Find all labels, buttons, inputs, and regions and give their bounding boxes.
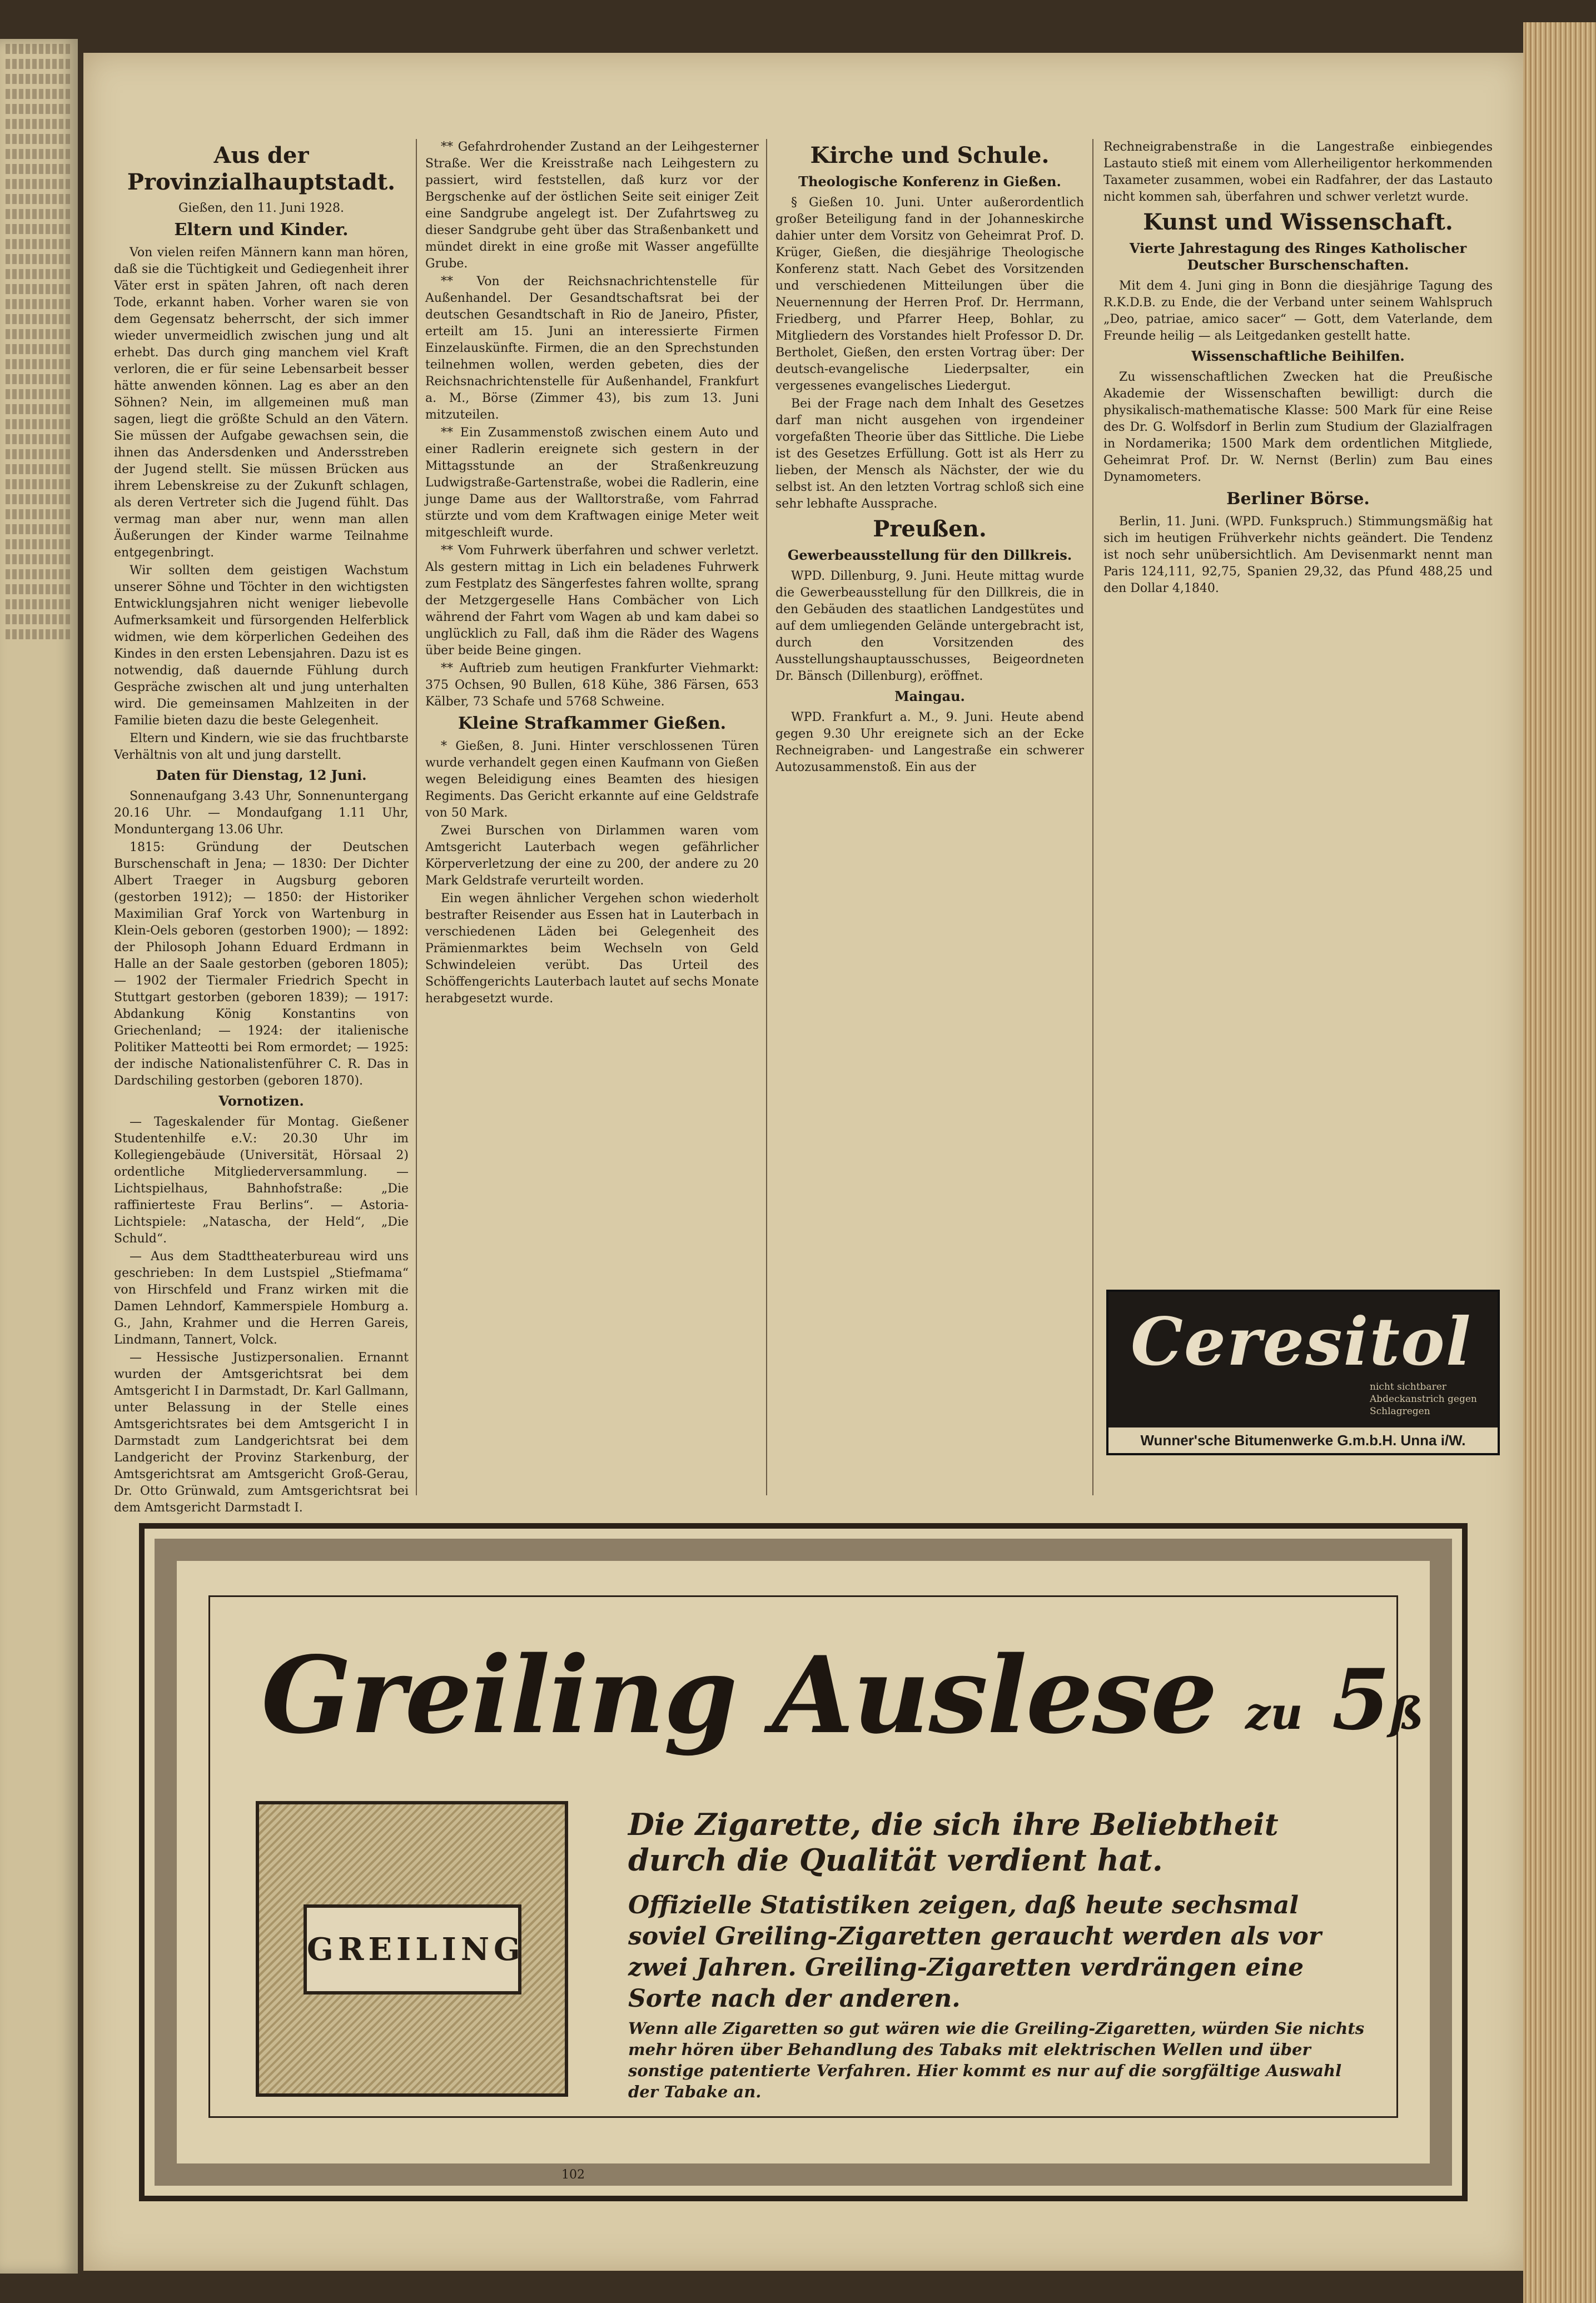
column-rule — [766, 139, 767, 1495]
maingau-heading: Maingau. — [894, 688, 965, 704]
news-item: ** Von der Reichsnachrichtenstelle für Außenhandel. Der Gesandtschaftsrat bei der deutschen Gesandtschaft in Rio de Janeiro, Pfister, erteilt am 15. Juni an interessierte Firmen Einzelauskünfte. Firmen, die an den Sprechstunden teilnehmen wollen, werden gebeten, dies der Reichsnachrichtenstelle für Außenhandel, Frankfurt a. M., Börse (Zimmer 43), bis zum 13. Juni mitzuteilen. — [425, 275, 759, 422]
cigarette-box-illustration — [256, 1801, 568, 2097]
news-item: ** Gefahrdrohender Zustand an der Leihgesterner Straße. Wer die Kreisstraße nach Leihgestern zu passiert, wird feststellen, daß kurz vor der Bergschenke auf der östlichen Seite seit einiger Zeit eine Sandgrube angelegt ist. Der Zufahrtsweg zu dieser Sandgrube geht über das Straßenbankett und mündet direkt in eine große mit Wasser angefüllte Grube. — [425, 140, 759, 271]
section-heading: Kunst und Wissenschaft. — [1143, 209, 1453, 235]
beihilfen-heading: Wissenschaftliche Beihilfen. — [1191, 348, 1405, 364]
price-unit: ß — [1390, 1687, 1424, 1739]
news-item: ** Vom Fuhrwerk überfahren und schwer verletzt. Als gestern mittag in Lich ein beladenes Fuhrwerk zum Festplatz des Sängerfestes fahren wollte, sprang der Metzgergeselle Hans Combächer von Lich während der Fahrt vom Wagen ab und kam dabei so unglücklich zu Fall, daß ihm die Räder des Wagens über beide Beine gingen. — [425, 544, 759, 658]
price-prefix: zu — [1245, 1687, 1303, 1739]
preussen-heading: Preußen. — [873, 516, 987, 542]
daten-text: Sonnenaufgang 3.43 Uhr, Sonnenuntergang 20.16 Uhr. — Mondaufgang 1.11 Uhr, Monduntergang 13.06 Uhr. — [114, 789, 409, 837]
article-paragraph: Von vielen reifen Männern kann man hören, daß sie die Tüchtigkeit und Gediegenheit ihrer Väter erst in späten Jahren, oft nach deren Tode, erkannt haben. Vorher waren sie von dem Gegensatz beherrscht, der sich immer wieder unvermeidlich zwischen jung und alt erhebt. Das durch ging manchem viel Kraft verloren, die er für seine Lebensarbeit besser hätte anwenden können. Lag es aber an den Söhnen? Nein, im allgemeinen muß man sagen, liegt die größte Schuld an den Vätern. Sie müssen der Aufgabe gewachsen sein, die ihnen das Andersdenken und Andersstreben der Jugend stellt. Sie müssen Brücken aus ihrem Lebenskreise zu der Zukunft schlagen, als deren Vertreter sich die Jugend fühlt. Das vermag man aber nur, wenn man allen Äußerungen der Kinder warme Teilnahme entgegenbringt. — [114, 246, 409, 560]
daten-history: 1815: Gründung der Deutschen Burschenschaft in Jena; — 1830: Der Dichter Albert Traeger in Augsburg geboren (gestorben 1912); — 1850: der Historiker Maximilian Graf Yorck von Wartenburg in Klein-Oels geboren (gestorben 1900); — 1892: der Philosoph Johann Eduard Erdmann in Halle an der Saale gestorben (geboren 1805); — 1902 der Tiermaler Friedrich Specht in Stuttgart gestorben (geboren 1839); — 1917: Abdankung König Konstantins von Griechenland; — 1924: der italienische Politiker Matteotti bei Rom ermordet; — 1925: der indische Nationalistenführer C. R. Das in Dardschiling gestorben (geboren 1870). — [114, 840, 409, 1088]
article-heading: Theologische Konferenz in Gießen. — [798, 173, 1061, 190]
middle-column — [425, 139, 759, 1008]
continued-text: Rechneigrabenstraße in die Langestraße einbiegendes Lastauto stieß mit einem vom Allerheiligentor herkommenden Taxameter zusammen, wobei ein Radfahrer, der das Lastauto nicht kommen sah, überfahren und schwer verletzt wurde. — [1103, 140, 1493, 204]
court-paragraph: * Gießen, 8. Juni. Hinter verschlossenen Türen wurde verhandelt gegen einen Kaufmann von Gießen wegen Beleidigung eines Beamten des hiesigen Regiments. Das Gericht erkannte auf eine Geldstrafe von 50 Mark. — [425, 739, 759, 820]
ceresitol-tagline: nicht sichtbarer Abdeckanstrich gegen Schlagregen — [1370, 1381, 1477, 1417]
article-heading: Eltern und Kinder. — [174, 220, 349, 240]
article-paragraph: § Gießen 10. Juni. Unter außerordentlich großer Beteiligung fand in der Johanneskirche dahier unter dem Vorsitz von Geheimrat Prof. D. Krüger, Gießen, die diesjährige Theologische Konferenz statt. Nach Gebet des Vorsitzenden und verschiedenen Mitteilungen über die Neuernennung der Herren Prof. Dr. Herrmann, Friedberg, und Pfarrer Heep, Bohlar, zu Mitgliedern des Vorstandes hielt Professor D. Dr. Bertholet, Gießen, den ersten Vortrag über: Der deutsch-evangelische Liederpsalter, ein vergessenes evangelisches Liedergut. — [775, 196, 1084, 393]
adjacent-page-strip — [0, 39, 78, 2274]
article-paragraph: Zu wissenschaftlichen Zwecken hat die Preußische Akademie der Wissenschaften bewilligt: durch die physikalisch-mathematische Klasse: 500 Mark für eine Reise des Dr. G. Wolfsdorf in Berlin zum Studium der Glazialfragen in Nordamerika; 1500 Mark dem ordentlichen Mitgliede, Geheimrat Prof. Dr. W. Nernst (Berlin) zum Bau eines Dynamometers. — [1103, 370, 1493, 484]
vornotiz-item: — Tageskalender für Montag. Gießener Studentenhilfe e.V.: 20.30 Uhr im Kollegiengebäude (Universität, Hörsaal 2) ordentliche Mitgliederversammlung. — Lichtspielhaus, Bahnhofstraße: „Die raffinierteste Frau Berlins“. — Astoria-Lichtspiele: „Natascha, der Held“, „Die Schuld“. — [114, 1115, 409, 1246]
price-value: 5 — [1331, 1651, 1390, 1749]
article-paragraph: Eltern und Kindern, wie sie das fruchtbarste Verhältnis von alt und jung darstellt. — [114, 732, 409, 762]
ceresitol-advertisement — [1106, 1290, 1500, 1455]
left-column — [114, 139, 409, 1518]
box-label: GREILING — [304, 1904, 521, 1994]
article-paragraph: Mit dem 4. Juni ging in Bonn die diesjährige Tagung des R.K.D.B. zu Ende, die der Verband unter seinem Wahlspruch „Deo, patriae, amico sacer“ — Gott, dem Vaterlande, dem Freunde heilig — als Leitgedanken gestellt hatte. — [1103, 279, 1493, 343]
dateline: Gießen, den 11. Juni 1928. — [178, 201, 344, 215]
daten-heading: Daten für Dienstag, 12 Juni. — [156, 767, 367, 783]
article-paragraph: Berlin, 11. Juni. (WPD. Funkspruch.) Stimmungsmäßig hat sich im heutigen Frühverkehr nichts geändert. Die Tendenz ist noch sehr unübersichtlich. Am Devisenmarkt nennt man Paris 124,111, 92,75, Spanien 29,32, das Pfund 488,25 und den Dollar 4,1840. — [1103, 515, 1493, 595]
greiling-title: Greiling Auslese — [261, 1633, 1217, 1757]
article-heading: Vierte Jahrestagung des Ringes Katholischer Deutscher Burschenschaften. — [1129, 240, 1467, 273]
boerse-heading: Berliner Börse. — [1226, 489, 1370, 509]
ceresitol-logo: Ceresitol — [1131, 1303, 1472, 1380]
column-rule — [1092, 139, 1093, 1495]
section-heading: Kirche und Schule. — [810, 142, 1050, 168]
ceresitol-footer: Wunner'sche Bitumenwerke G.m.b.H. Unna i/W. — [1108, 1427, 1498, 1453]
vornotiz-item: — Hessische Justizpersonalien. Ernannt wurden der Amtsgerichtsrat bei dem Amtsgericht I in Darmstadt, Dr. Karl Gallmann, unter Belassung in der Stelle eines Amtsgerichtsrates bei dem Amtsgericht I in Darmstadt zum Landgerichtsrat bei dem Landgericht der Provinz Starkenburg, der Amtsgerichtsrat am Amtsgericht Groß-Gerau, Dr. Otto Grünwald, zum Amtsgerichtsrat bei dem Amtsgericht Darmstadt I. — [114, 1351, 409, 1515]
greiling-price — [1245, 1651, 1424, 1749]
article-paragraph: Bei der Frage nach dem Inhalt des Gesetzes darf man nicht ausgehen von irgendeiner vorgefaßten Theorie über das Sittliche. Die Liebe ist des Gesetzes Erfüllung. Gott ist als Herr zu lieben, der Mensch als Nächster, der wie du selbst ist. An den letzten Vortrag schloß sich eine sehr lebhafte Aussprache. — [775, 397, 1084, 511]
greiling-slogan: Die Zigarette, die sich ihre Beliebtheit durch die Qualität verdient hat. — [628, 1807, 1279, 1878]
article-paragraph: WPD. Dillenburg, 9. Juni. Heute mittag wurde die Gewerbeausstellung für den Dillkreis, die in den Gebäuden des staatlichen Landgestütes und auf dem umliegenden Gelände untergebracht ist, durch den Vorsitzenden des Ausstellungshauptausschusses, Beigeordneten Dr. Bänsch (Dillenburg), eröffnet. — [775, 569, 1084, 683]
article-paragraph: Wir sollten dem geistigen Wachstum unserer Söhne und Töchter in den wichtigsten Entwicklungsjahren nicht weniger liebevolle Aufmerksamkeit und fürsorgenden Helferblick widmen, wie dem körperlichen Gedeihen des Kindes in den ersten Lebensjahren. Dazu ist es notwendig, daß dauernde Fühlung durch Gespräche zwischen alt und jung unterhalten wird. Die gemeinsamen Mahlzeiten in der Familie bieten dazu die beste Gelegenheit. — [114, 564, 409, 728]
article-paragraph: WPD. Frankfurt a. M., 9. Juni. Heute abend gegen 9.30 Uhr ereignete sich an der Ecke Rechneigraben- und Langestraße ein schwerer Autozusammenstoß. Ein aus der — [775, 710, 1084, 774]
court-paragraph: Zwei Burschen von Dirlammen waren vom Amtsgericht Lauterbach wegen gefährlicher Körperverletzung der eine zu 200, der andere zu 20 Mark Geldstrafe verurteilt worden. — [425, 824, 759, 888]
science-column — [1103, 139, 1493, 598]
news-item: ** Ein Zusammenstoß zwischen einem Auto und einer Radlerin ereignete sich gestern in der Mittagsstunde an der Straßenkreuzung Ludwigstraße-Gartenstraße, wobei die Radlerin, eine junge Dame aus der Walltorstraße, vom Fahrrad stürzte und vom dem Kraftwagen einige Meter weit mitgeschleift wurde. — [425, 426, 759, 540]
page-number: 102 — [561, 2168, 585, 2182]
page-stack-edge — [1523, 22, 1596, 2303]
greiling-advertisement — [139, 1523, 1468, 2201]
section-heading: Aus der Provinzialhauptstadt. — [127, 142, 396, 195]
vornotiz-item: — Aus dem Stadttheaterbureau wird uns geschrieben: In dem Lustspiel „Stiefmama“ von Hirschfeld und Franz wirken mit die Damen Lehndorf, Kammerspiele Homburg a. G., Jahn, Krahmer und die Herren Gareis, Lindmann, Tannert, Volck. — [114, 1250, 409, 1347]
preussen-subheading: Gewerbeausstellung für den Dillkreis. — [787, 547, 1072, 563]
court-paragraph: Ein wegen ähnlicher Vergehen schon wiederholt bestrafter Reisender aus Essen hat in Lauterbach in verschiedenen Läden bei Gelegenheit des Prämienmarktes beim Wechseln von Geld Schwindeleien verübt. Das Urteil des Schöffengerichts Lauterbach lautet auf sechs Monate herabgesetzt wurde. — [425, 892, 759, 1006]
column-rule — [416, 139, 417, 1495]
greiling-statistics: Offizielle Statistiken zeigen, daß heute sechsmal soviel Greiling-Zigaretten geraucht werden als vor zwei Jahren. Greiling-Zigaretten verdrängen eine Sorte nach der anderen. — [628, 1891, 1321, 2013]
strafkammer-heading: Kleine Strafkammer Gießen. — [458, 714, 727, 733]
church-school-column — [775, 139, 1084, 777]
news-item: ** Auftrieb zum heutigen Frankfurter Viehmarkt: 375 Ochsen, 90 Bullen, 618 Kühe, 386 Färsen, 653 Kälber, 73 Schafe und 5768 Schweine. — [425, 661, 759, 709]
greiling-claim: Wenn alle Zigaretten so gut wären wie die Greiling-Zigaretten, würden Sie nichts mehr hören über Behandlung des Tabaks mit elektrischen Wellen und über sonstige patentierte Verfahren. Hier kommt es nur auf die sorgfältige Auswahl der Tabake an. — [628, 2019, 1365, 2101]
vornotizen-heading: Vornotizen. — [218, 1093, 304, 1109]
